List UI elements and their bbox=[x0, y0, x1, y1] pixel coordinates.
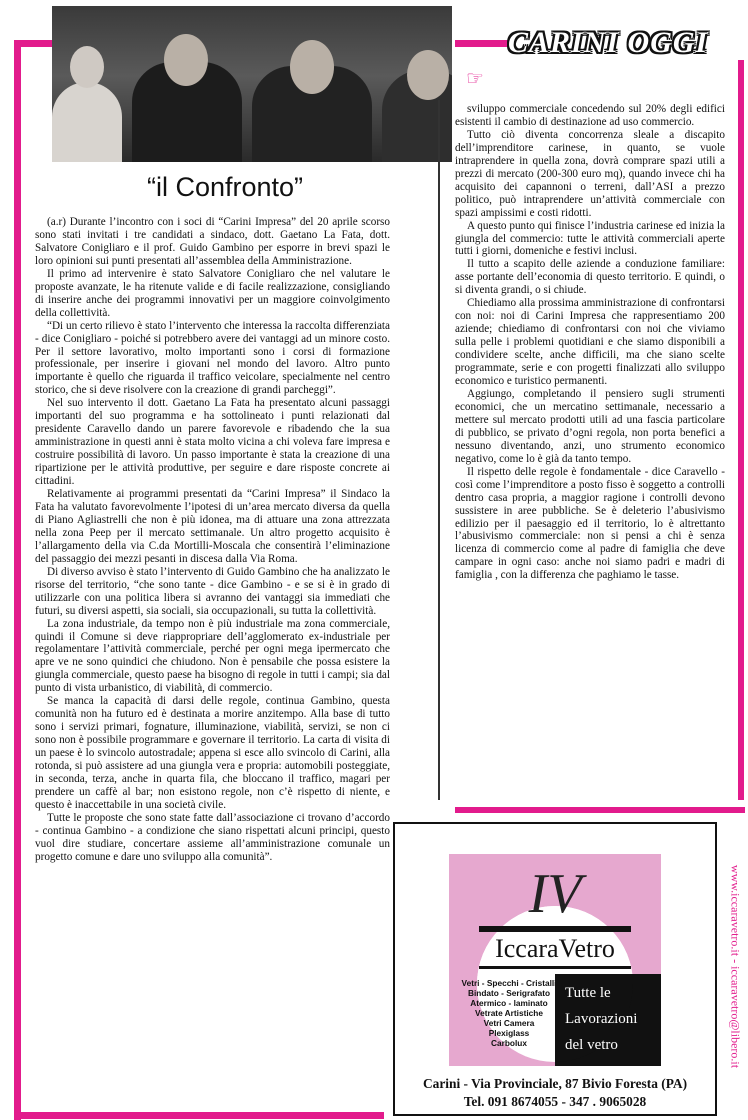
article-paragraph: Se manca la capacità di darsi delle regole, continua Gambino, questa comunità non ha futuro ed è destinata a morire anzitempo. Alla base di tutto sono i servizi primari, fognature, illuminazione, viabilità, servizi, se non ci sono non è possibile programmare e governare il territorio. La carta di visita di un paese è lo svincolo autostradale; appena si esce allo svincolo di Carini, alla rotonda, si può assistere ad una giungla vera e propria: automobili posteggiate, in seconda, terza, anche in quarta fila, che bloccano il traffico, magari per prendere un caffè al bar; non esistono regole, non c’è rispetto di niente, e questo è inaccettabile in una società civile. bbox=[35, 695, 390, 811]
frame-line-bottom bbox=[14, 1112, 384, 1119]
article-paragraph: Di diverso avviso è stato l’intervento di Guido Gambino che ha analizzato le risorse del territorio, “che sono tante - dice Gambino - e se si è in grado di utilizzarle con una politica libera si avranno dei vantaggi sia immediati che futuri, su diversi aspetti, sia sociali, sia occupazionali, su tutta la collettività. bbox=[35, 565, 390, 617]
photo-figure bbox=[52, 82, 122, 162]
article-paragraph: Relativamente ai programmi presentati da “Carini Impresa” il Sindaco la Fata ha valutato favorevolmente l’ipotesi di un’area mercato diversa da quella di Piano Agliastrelli che non è più idonea, ma di attuare una zona attrezzata nella zona Peep per il mercato settimanale. Un altro progetto acquisito è l’allargamento della via C.da Mortilli-Moscala che consentirà l’eliminazione del passaggio dei mezzi pesanti in discesa dalla Via Roma. bbox=[35, 488, 390, 565]
ad-address: Carini - Via Provinciale, 87 Bivio Foresta (PA) bbox=[422, 1076, 688, 1091]
masthead bbox=[508, 26, 730, 70]
frame-line-right-top bbox=[455, 40, 510, 47]
ad-service-item: Carbolux bbox=[491, 1038, 527, 1048]
photo-figure bbox=[164, 34, 208, 86]
ad-service-item: Atermico - laminato bbox=[470, 998, 548, 1008]
ad-tagline-line: del vetro bbox=[565, 1037, 618, 1053]
ad-web-text[interactable]: www.iccaravetro.it - iccaravetro@libero.it bbox=[728, 864, 743, 1069]
photo-figure bbox=[70, 46, 104, 88]
advertisement bbox=[393, 822, 717, 1116]
frame-line-right bbox=[738, 60, 744, 800]
article-paragraph: Il primo ad intervenire è stato Salvatore Conigliaro che nel valutare le proposte avanzate, le ha ritenute valide e di facile realizzazione, consigliando di inserire anche dei programmi innovativi per un maggiore coinvolgimento della collettività. bbox=[35, 267, 390, 319]
photo-figure bbox=[290, 40, 334, 94]
ad-logo-initials: IV bbox=[528, 863, 582, 925]
photo-figure bbox=[407, 50, 449, 100]
article-paragraph: Il tutto a scapito delle aziende a conduzione familiare: asse portante dell’economia di questo territorio. E quindi, o si diventa grandi, o si chiude. bbox=[455, 258, 725, 297]
ad-web-contact bbox=[720, 826, 743, 1112]
article-paragraph: Il rispetto delle regole è fondamentale - dice Caravello - così come l’imprenditore a posto fisso è soggetto a controlli dentro casa propria, a maggior ragione i controlli devono sussistere in aree pubbliche. Se è deleterio l’abusivismo edilizio per il paesaggio ed il territorio, lo è altrettanto l’abusivismo commerciale: non si pensi a chi è senza licenza di commercio come al padre di famiglia che deve campare in ogni caso: anche noi siamo padri e madri di famiglia , con la differenza che paghiamo le tasse. bbox=[455, 465, 725, 582]
ad-service-item: Bindato - Serigrafato bbox=[467, 988, 551, 998]
article-paragraph: Nel suo intervento il dott. Gaetano La Fata ha presentato alcuni passaggi importanti del suo programma e ha sottolineato i punti relazionati dal presidente Caravello dando un parere favorevole e ribadendo che la sua amministrazione in questi anni è stata molto vicina a chi voleva fare impresa e costruire possibilità di lavoro. Un passo importante è stata la creazione di una ripartizione per le attività produttive, per seguire e dare risposte concrete ai cittadini. bbox=[35, 397, 390, 488]
article-paragraph: A questo punto qui finisce l’industria carinese ed inizia la giungla del commercio: tutte le attività commerciali aperte tutti i giorni, domeniche e festivi inclusi. bbox=[455, 219, 725, 258]
ad-logo bbox=[449, 854, 661, 1066]
article-paragraph: Chiediamo alla prossima amministrazione di confrontarsi con noi: noi di Carini Impresa che rappresentiamo 200 aziende; chiediamo di confrontarsi con noi che viviamo sulla pelle i problemi quotidiani e che siamo disponibili a condividere scelte, anche difficili, ma che siano scelte programmate, serie e con progetti finalizzati allo sviluppo economico e turistico permanenti. bbox=[455, 297, 725, 388]
article-column-right bbox=[455, 103, 725, 582]
ad-service-item: Vetrate Artistiche bbox=[475, 1008, 543, 1018]
pointing-hand-icon: ☞ bbox=[466, 68, 484, 90]
article-paragraph: (a.r) Durante l’incontro con i soci di “Carini Impresa” del 20 aprile scorso sono stati invitati i tre candidati a sindaco, dott. Gaetano La Fata, dott. Salvatore Conigliaro e il prof. Guido Gambino per esporre in brevi spazi le loro opinioni sui punti presentati all’assemblea della Amministrazione. bbox=[35, 216, 390, 267]
article-column-left bbox=[35, 216, 390, 864]
article-photo bbox=[52, 6, 452, 162]
ad-services-list bbox=[457, 978, 561, 1048]
ad-tagline-line: Lavorazioni bbox=[565, 1011, 638, 1027]
frame-line-top bbox=[14, 40, 54, 47]
brand-title: CARINI OGGI bbox=[508, 26, 709, 59]
article-paragraph: “Di un certo rilievo è stato l’intervento che interessa la raccolta differenziata - dice Conigliaro - poiché si potrebbero avere dei vantaggi ad un minore costo. Per il settore lavorativo, molto importanti sono i corsi di formazione professionale, per inserire i giovani nel mondo del lavoro. Altro punto importante è quello che riguarda il traffico veicolare, specialmente nel centro storico, che si deve risolvere con la creazione di grandi parcheggi”. bbox=[35, 319, 390, 397]
frame-line-left bbox=[14, 40, 21, 1120]
ad-service-item: Plexiglass bbox=[488, 1028, 530, 1038]
article-paragraph: Tutto ciò diventa concorrenza sleale a discapito dell’imprenditore carinese, in quanto, se vuole intraprendere in quella zona, dovrà comprare spazi utili a prezzi di mercato (200-300 euro mq), quando invece chi ha acquisito dei capannoni o terreni, dall’ASI a prezzo politico, può intraprendere un’attività commerciale con spazi ampissimi e costi ridotti. bbox=[455, 128, 725, 219]
article-paragraph: Aggiungo, completando il pensiero sugli strumenti economici, che un mercatino settimanale, necessario a mettere sul mercato prodotti utili ad una fascia particolare di pubblico, se privato d’ogni regola, non porta benefici a nessuno diventando, anzi, uno strumento economico negativo, come lo è già da tanto tempo. bbox=[455, 387, 725, 465]
ad-phone: Tel. 091 8674055 - 347 . 9065028 bbox=[463, 1094, 647, 1109]
article-paragraph: sviluppo commerciale concedendo sul 20% degli edifici esistenti il cambio di destinazione ad uso commercio. bbox=[455, 103, 725, 128]
ad-tagline-line: Tutte le bbox=[565, 985, 611, 1001]
article-title: “il Confronto” bbox=[146, 172, 304, 202]
ad-service-item: Vetri - Specchi - Cristalli bbox=[461, 978, 557, 988]
ad-company-name: IccaraVetro bbox=[495, 934, 615, 963]
frame-line-middle bbox=[455, 807, 745, 813]
ad-tagline bbox=[565, 980, 655, 1058]
column-divider bbox=[438, 100, 440, 800]
article-paragraph: La zona industriale, da tempo non è più industriale ma zona commerciale, quindi il Comune si deve riappropriare dell’agglomerato ex-industriale per regolamentare l’attività commerciale, perché per ogni mega ipermercato che apre ve ne sono quindici che chiudono. Non è pensabile che possa esistere la giungla commerciale, questo paese ha bisogno di regole in tutti i campi; sia dal punto di vista urbanistico, di viabilità, di commercio. bbox=[35, 617, 390, 695]
article-paragraph: Tutte le proposte che sono state fatte dall’associazione ci trovano d’accordo - continua Gambino - a condizione che siano rispettati alcuni principi, questo vuol dire studiare, concertare assieme all’amministrazione comunale un progetto comune e dare uno sviluppo alla comunità”. bbox=[35, 811, 390, 863]
ad-service-item: Vetri Camera bbox=[483, 1018, 535, 1028]
